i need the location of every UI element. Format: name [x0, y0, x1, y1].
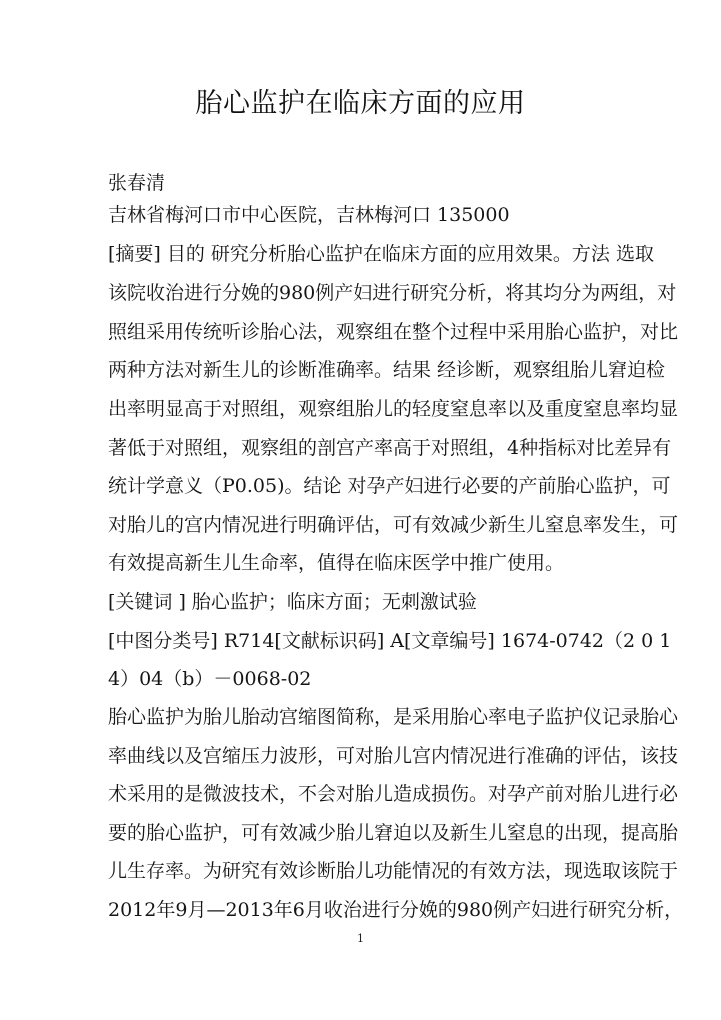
- abstract-line: 出率明显高于对照组，观察组胎儿的轻度窒息率以及重度窒息率均显: [108, 398, 679, 420]
- body-line: 2012年9月—2013年6月收治进行分娩的980例产妇进行研究分析，: [108, 899, 684, 921]
- body-line: 率曲线以及宫缩压力波形，可对胎儿宫内情况进行准确的评估，该技: [108, 745, 679, 767]
- classification-line: [中图分类号] R714[文献标识码] A[文章编号] 1674-0742（2 0 1: [108, 630, 672, 652]
- body-line: 胎心监护为胎儿胎动宫缩图简称，是采用胎心率电子监护仪记录胎心: [108, 706, 679, 728]
- author-name: 张春清: [108, 172, 166, 194]
- body-line: 术采用的是微波技术，不会对胎儿造成损伤。对孕产前对胎儿进行必: [108, 783, 679, 805]
- abstract-line: 照组采用传统听诊胎心法，观察组在整个过程中采用胎心监护，对比: [108, 321, 679, 343]
- document-title: 胎心监护在临床方面的应用: [195, 88, 526, 119]
- abstract-line: 有效提高新生儿生命率，值得在临床医学中推广使用。: [108, 552, 565, 574]
- abstract-line: 统计学意义（P0.05)。结论 对孕产妇进行必要的产前胎心监护，可: [108, 475, 671, 497]
- abstract-line: 两种方法对新生儿的诊断准确率。结果 经诊断，观察组胎儿窘迫检: [108, 359, 666, 381]
- body-line: 要的胎心监护，可有效减少胎儿窘迫以及新生儿窒息的出现，提高胎: [108, 822, 679, 844]
- author-affiliation: 吉林省梅河口市中心医院，吉林梅河口 135000: [108, 204, 510, 226]
- keywords-line: [关键词 ] 胎心监护；临床方面；无刺激试验: [108, 591, 477, 613]
- page-number: 1: [357, 932, 364, 945]
- abstract-line: 著低于对照组，观察组的剖宫产率高于对照组，4种指标对比差异有: [108, 437, 672, 459]
- body-line: 儿生存率。为研究有效诊断胎儿功能情况的有效方法，现选取该院于: [108, 860, 679, 882]
- abstract-line: 对胎儿的宫内情况进行明确评估，可有效减少新生儿窒息率发生，可: [108, 514, 679, 536]
- abstract-line: [摘要] 目的 研究分析胎心监护在临床方面的应用效果。方法 选取: [108, 243, 654, 265]
- classification-line: 4）04（b）－0068-02: [108, 668, 312, 690]
- abstract-line: 该院收治进行分娩的980例产妇进行研究分析，将其均分为两组，对: [108, 282, 677, 304]
